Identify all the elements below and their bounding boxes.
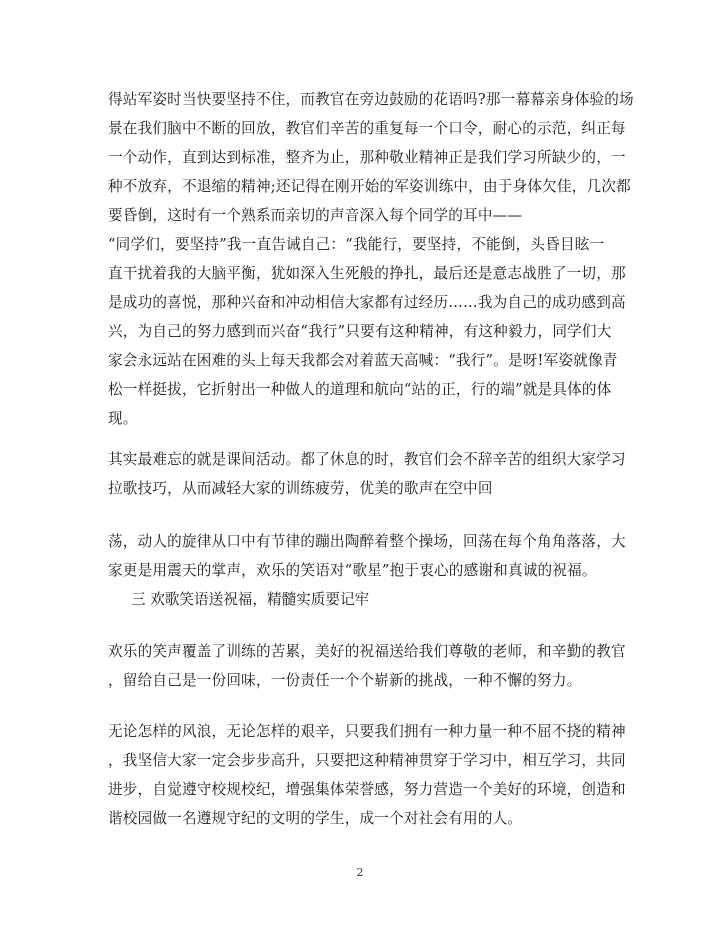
paragraph-3-line-2: 拉歌技巧，从而减轻大家的训练疲劳，优美的歌声在空中回 xyxy=(108,480,493,497)
paragraph-1-line-2: 景在我们脑中不断的回放，教官们辛苦的重复每一个口令，耐心的示范，纠正每 xyxy=(108,120,626,137)
paragraph-2-line-1: “同学们，要坚持”我一直告诫自己：“我能行，要坚持，不能倒，头昏目眩一 xyxy=(108,236,605,253)
paragraph-6-line-1: 无论怎样的风浪，无论怎样的艰辛，只要我们拥有一种力量一种不屈不挠的精神 xyxy=(108,723,626,740)
paragraph-5-line-1: 欢乐的笑声覆盖了训练的苦累，美好的祝福送给我们尊敬的老师，和辛勤的教官 xyxy=(108,643,626,660)
paragraph-1-line-5: 要昏倒，这时有一个熟系而亲切的声音深入每个同学的耳中—— xyxy=(108,207,523,224)
paragraph-6-line-2: ，我坚信大家一定会步步高升，只要把这种精神贯穿于学习中，相互学习，共同 xyxy=(108,752,626,769)
paragraph-4-line-1: 荡，动人的旋律从口中有节律的蹦出陶醉着整个操场，回荡在每个角角落落，大 xyxy=(108,533,626,550)
page-number: 2 xyxy=(356,866,364,879)
paragraph-1-line-4: 种不放弃，不退缩的精神;还记得在刚开始的军姿训练中，由于身体欠佳，几次都 xyxy=(108,178,631,195)
paragraph-3-line-1: 其实最难忘的就是课间活动。都了休息的时，教官们会不辞辛苦的组织大家学习 xyxy=(108,451,626,468)
paragraph-6-line-3: 进步，自觉遵守校规校纪，增强集体荣誉感，努力营造一个美好的环境，创造和 xyxy=(108,781,626,798)
paragraph-6-line-4: 谐校园做一名遵规守纪的文明的学生，成一个对社会有用的人。 xyxy=(108,810,523,827)
paragraph-4-line-2: 家更是用震天的掌声，欢乐的笑语对“歌星”抱于衷心的感谢和真诚的祝福。 xyxy=(108,562,597,579)
paragraph-1-line-1: 得站军姿时当快要坚持不住，而教官在旁边鼓励的花语吗?那一幕幕亲身体验的场 xyxy=(108,91,634,108)
paragraph-1-line-3: 一个动作，直到达到标准，整齐为止，那种敬业精神正是我们学习所缺少的，一 xyxy=(108,149,626,166)
paragraph-2-line-2: 直干扰着我的大脑平衡，犹如深入生死般的挣扎，最后还是意志战胜了一切，那 xyxy=(108,265,626,282)
paragraph-2-line-4: 兴，为自己的努力感到而兴奋“我行”只要有这种精神，有这种毅力，同学们大 xyxy=(108,323,612,340)
paragraph-2-line-7: 现。 xyxy=(108,410,138,427)
paragraph-2-line-6: 松一样挺拔，它折射出一种做人的道理和航向“站的正，行的端”就是具体的体 xyxy=(108,381,612,398)
section-heading: 三 欢歌笑语送祝福，精髓实质要记牢 xyxy=(131,591,370,608)
paragraph-2-line-5: 家会永远站在困难的头上每天我都会对着蓝天高喊：“我行”。是呀!军姿就像青 xyxy=(108,352,618,369)
paragraph-5-line-2: ，留给自己是一份回味，一份责任一个个崭新的挑战，一种不懈的努力。 xyxy=(108,672,582,689)
paragraph-2-line-3: 是成功的喜悦，那种兴奋和冲动相信大家都有过经历……我为自己的成功感到高 xyxy=(108,294,626,311)
